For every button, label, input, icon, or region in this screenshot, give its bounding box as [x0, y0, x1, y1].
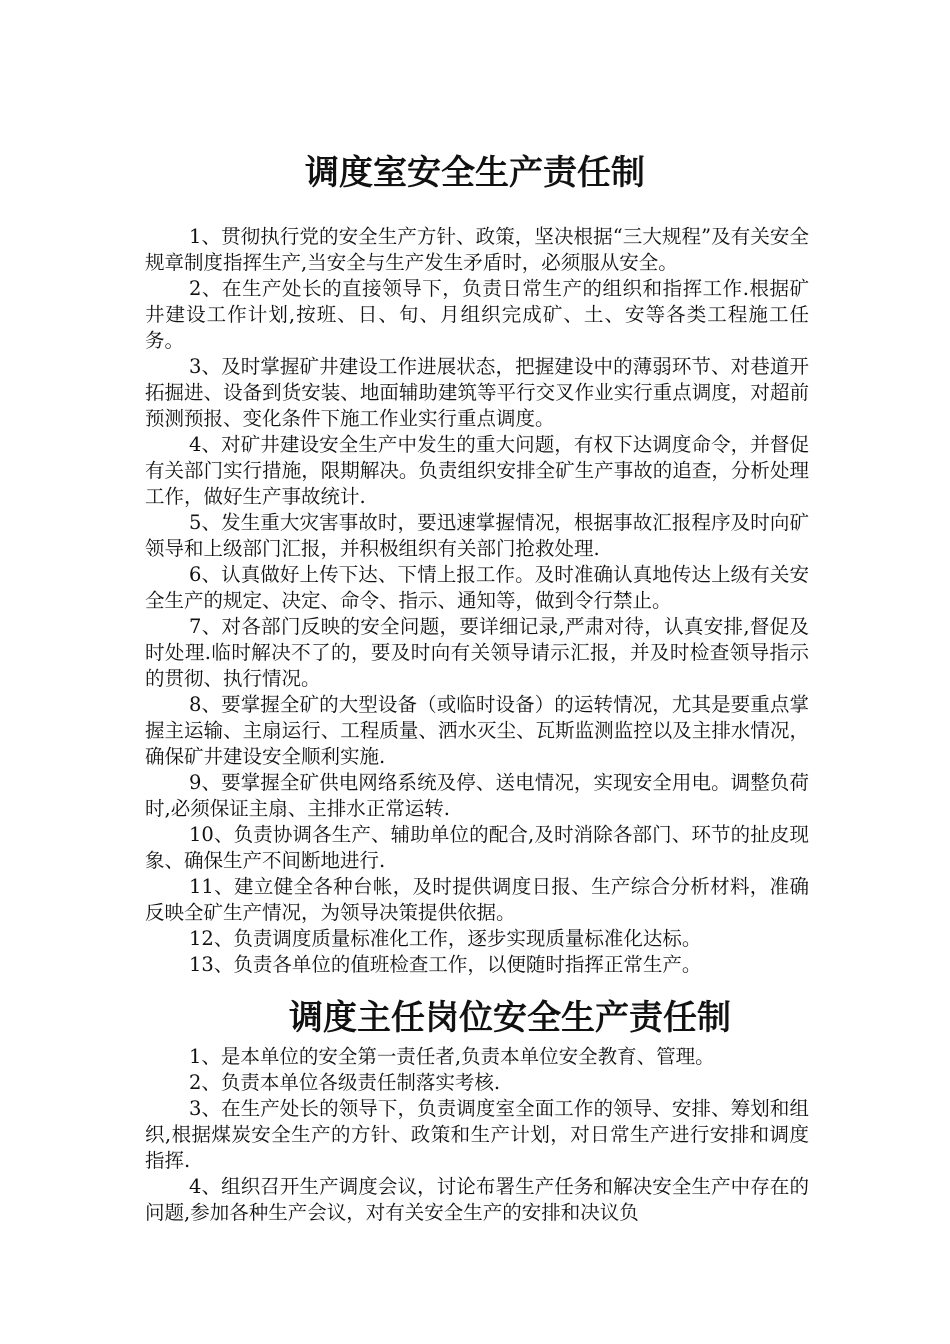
section2-title: 调度主任岗位安全生产责任制	[289, 998, 731, 1038]
section1-paragraph-4: 4、对矿井建设安全生产中发生的重大问题，有权下达调度命令，并督促有关部门实行措施，限期解决。负责组织安排全矿生产事故的追查，分析处理工作，做好生产事故统计.	[145, 433, 809, 508]
section2-body	[145, 1044, 809, 1226]
section1-paragraph-10: 10、负责协调各生产、辅助单位的配合,及时消除各部门、环节的扯皮现象、确保生产不间断地进行.	[145, 823, 809, 872]
section1-paragraph-12: 12、负责调度质量标准化工作，逐步实现质量标准化达标。	[189, 927, 702, 950]
section2-paragraph-3: 3、在生产处长的领导下，负责调度室全面工作的领导、安排、筹划和组织,根据煤炭安全生产的方针、政策和生产计划，对日常生产进行安排和调度指挥.	[145, 1097, 809, 1172]
section1-paragraph-1: 1、贯彻执行党的安全生产方针、政策，坚决根据“三大规程”及有关安全规章制度指挥生产,当安全与生产发生矛盾时，必须服从安全。	[145, 225, 809, 274]
section1-paragraph-6: 6、认真做好上传下达、下情上报工作。及时准确认真地传达上级有关安全生产的规定、决定、命令、指示、通知等，做到令行禁止。	[145, 563, 809, 612]
section1-paragraph-13: 13、负责各单位的值班检查工作，以便随时指挥正常生产。	[189, 953, 702, 976]
section1-paragraph-9: 9、要掌握全矿供电网络系统及停、送电情况，实现安全用电。调整负荷时,必须保证主扇、主排水正常运转.	[145, 771, 809, 820]
section2-paragraph-1: 1、是本单位的安全第一责任者,负责本单位安全教育、管理。	[189, 1045, 715, 1068]
section1-paragraph-11: 11、建立健全各种台帐，及时提供调度日报、生产综合分析材料，准确反映全矿生产情况，为领导决策提供依据。	[145, 875, 809, 924]
section1-paragraph-5: 5、发生重大灾害事故时，要迅速掌握情况，根据事故汇报程序及时向矿领导和上级部门汇报，并积极组织有关部门抢救处理.	[145, 511, 809, 560]
section2-paragraph-4: 4、组织召开生产调度会议，讨论布署生产任务和解决安全生产中存在的问题,参加各种生产会议，对有关安全生产的安排和决议负	[145, 1175, 809, 1224]
section2-paragraph-2: 2、负责本单位各级责任制落实考核.	[189, 1071, 501, 1094]
section1-paragraph-2: 2、在生产处长的直接领导下，负责日常生产的组织和指挥工作.根据矿井建设工作计划,按班、日、旬、月组织完成矿、土、安等各类工程施工任务。	[145, 277, 809, 352]
section1-title: 调度室安全生产责任制	[305, 153, 645, 193]
section1-paragraph-3: 3、及时掌握矿井建设工作进展状态，把握建设中的薄弱环节、对巷道开拓掘进、设备到货安装、地面辅助建筑等平行交叉作业实行重点调度，对超前预测预报、变化条件下施工作业实行重点调度。	[145, 355, 809, 430]
section1-paragraph-7: 7、对各部门反映的安全问题，要详细记录,严肃对待，认真安排,督促及时处理.临时解决不了的，要及时向有关领导请示汇报，并及时检查领导指示的贯彻、执行情况。	[145, 615, 809, 690]
section1-body	[145, 224, 809, 978]
section1-paragraph-8: 8、要掌握全矿的大型设备（或临时设备）的运转情况，尤其是要重点掌握主运输、主扇运行、工程质量、洒水灭尘、瓦斯监测监控以及主排水情况，确保矿井建设安全顺利实施.	[145, 693, 809, 768]
